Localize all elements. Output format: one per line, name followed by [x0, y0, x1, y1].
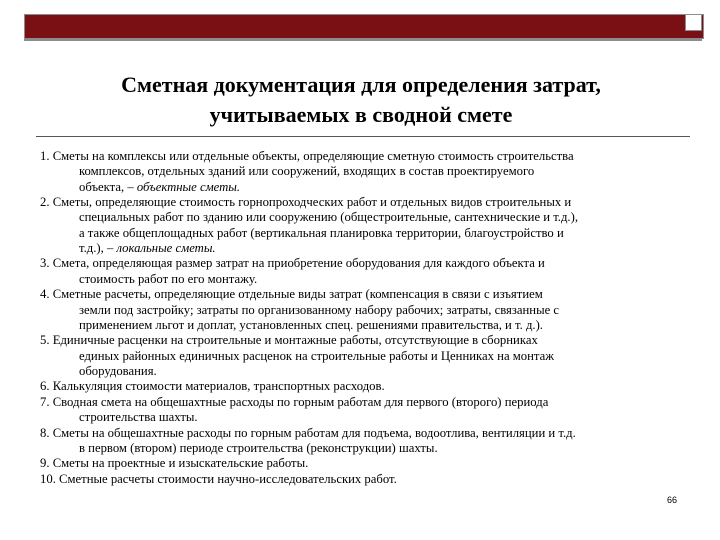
list-item: [40, 287, 680, 333]
item-line: единых районных единичных расценок на строительные работы и Ценниках на монтаж: [79, 348, 555, 363]
list-item: [40, 333, 680, 379]
list-item: [40, 456, 680, 471]
page-number: 66: [666, 495, 677, 505]
item-emphasis: локальные сметы.: [116, 240, 216, 255]
list-item: [40, 379, 680, 394]
title-line-1: Сметная документация для определения затрат,: [121, 72, 601, 97]
item-first-line: 9. Сметы на проектные и изыскательские работы.: [40, 456, 309, 471]
item-list: [40, 149, 680, 487]
item-first-line: 7. Сводная смета на общешахтные расходы по горным работам для первого (второго) периода: [40, 394, 549, 409]
item-text: строительства шахты.: [79, 410, 198, 425]
list-item: [40, 426, 680, 457]
item-last-line: [79, 410, 680, 425]
item-first-line: 2. Сметы, определяющие стоимость горнопроходческих работ и отдельных видов строительных и: [40, 195, 572, 210]
item-line: а также общеплощадных работ (вертикальная планировка территории, благоустройство и: [79, 225, 564, 240]
item-first-line: 4. Сметные расчеты, определяющие отдельные виды затрат (компенсация в связи с изъятием: [40, 287, 543, 302]
item-continuation: [40, 210, 680, 256]
list-item: [40, 149, 680, 195]
item-text: объекта, –: [79, 179, 137, 194]
item-emphasis: объектные сметы.: [136, 179, 241, 194]
item-first-line: 3. Смета, определяющая размер затрат на приобретение оборудования для каждого объекта и: [40, 256, 545, 271]
item-continuation: [40, 349, 680, 380]
item-last-line: [79, 441, 680, 456]
header-bar: [24, 14, 704, 39]
item-continuation: [40, 303, 680, 334]
item-first-line: 10. Сметные расчеты стоимости научно-исследовательских работ.: [40, 471, 397, 486]
item-first-line: 1. Сметы на комплексы или отдельные объекты, определяющие сметную стоимость строительства: [40, 149, 574, 163]
item-text: оборудования.: [79, 363, 157, 378]
item-continuation: [40, 410, 680, 425]
item-text: стоимость работ по его монтажу.: [79, 271, 258, 286]
corner-square: [685, 14, 702, 31]
header-stripe: [24, 38, 702, 41]
item-first-line: 8. Сметы на общешахтные расходы по горным работам для подъема, водоотлива, вентиляции и т.д.: [40, 425, 576, 440]
item-last-line: [79, 318, 680, 333]
item-text: применением льгот и доплат, установленных спец. решениями правительства, и т. д.).: [79, 317, 543, 332]
item-last-line: [79, 180, 680, 195]
title-line-2: учитываемых в сводной смете: [209, 102, 513, 127]
list-item: [40, 472, 680, 487]
item-last-line: [79, 241, 680, 256]
list-item: [40, 256, 680, 287]
item-continuation: [40, 441, 680, 456]
item-continuation: [40, 272, 680, 287]
item-last-line: [79, 272, 680, 287]
item-last-line: [79, 364, 680, 379]
item-line: земли под застройку; затраты по организованному набору рабочих; затраты, связанные с: [79, 302, 560, 317]
item-continuation: [40, 164, 680, 195]
item-first-line: 5. Единичные расценки на строительные и монтажные работы, отсутствующие в сборниках: [40, 333, 538, 348]
list-item: [40, 395, 680, 426]
item-text: в первом (втором) периоде строительства (реконструкции) шахты.: [79, 440, 438, 455]
item-text: т.д.), –: [79, 240, 117, 255]
item-first-line: 6. Калькуляция стоимости материалов, транспортных расходов.: [40, 379, 385, 394]
item-line: специальных работ по зданию или сооружению (общестроительные, сантехнические и т.д.),: [79, 210, 578, 225]
list-item: [40, 195, 680, 256]
slide-title: [40, 70, 682, 130]
item-line: комплексов, отдельных зданий или сооружений, входящих в состав проектируемого: [79, 164, 535, 179]
title-divider: [36, 136, 690, 137]
